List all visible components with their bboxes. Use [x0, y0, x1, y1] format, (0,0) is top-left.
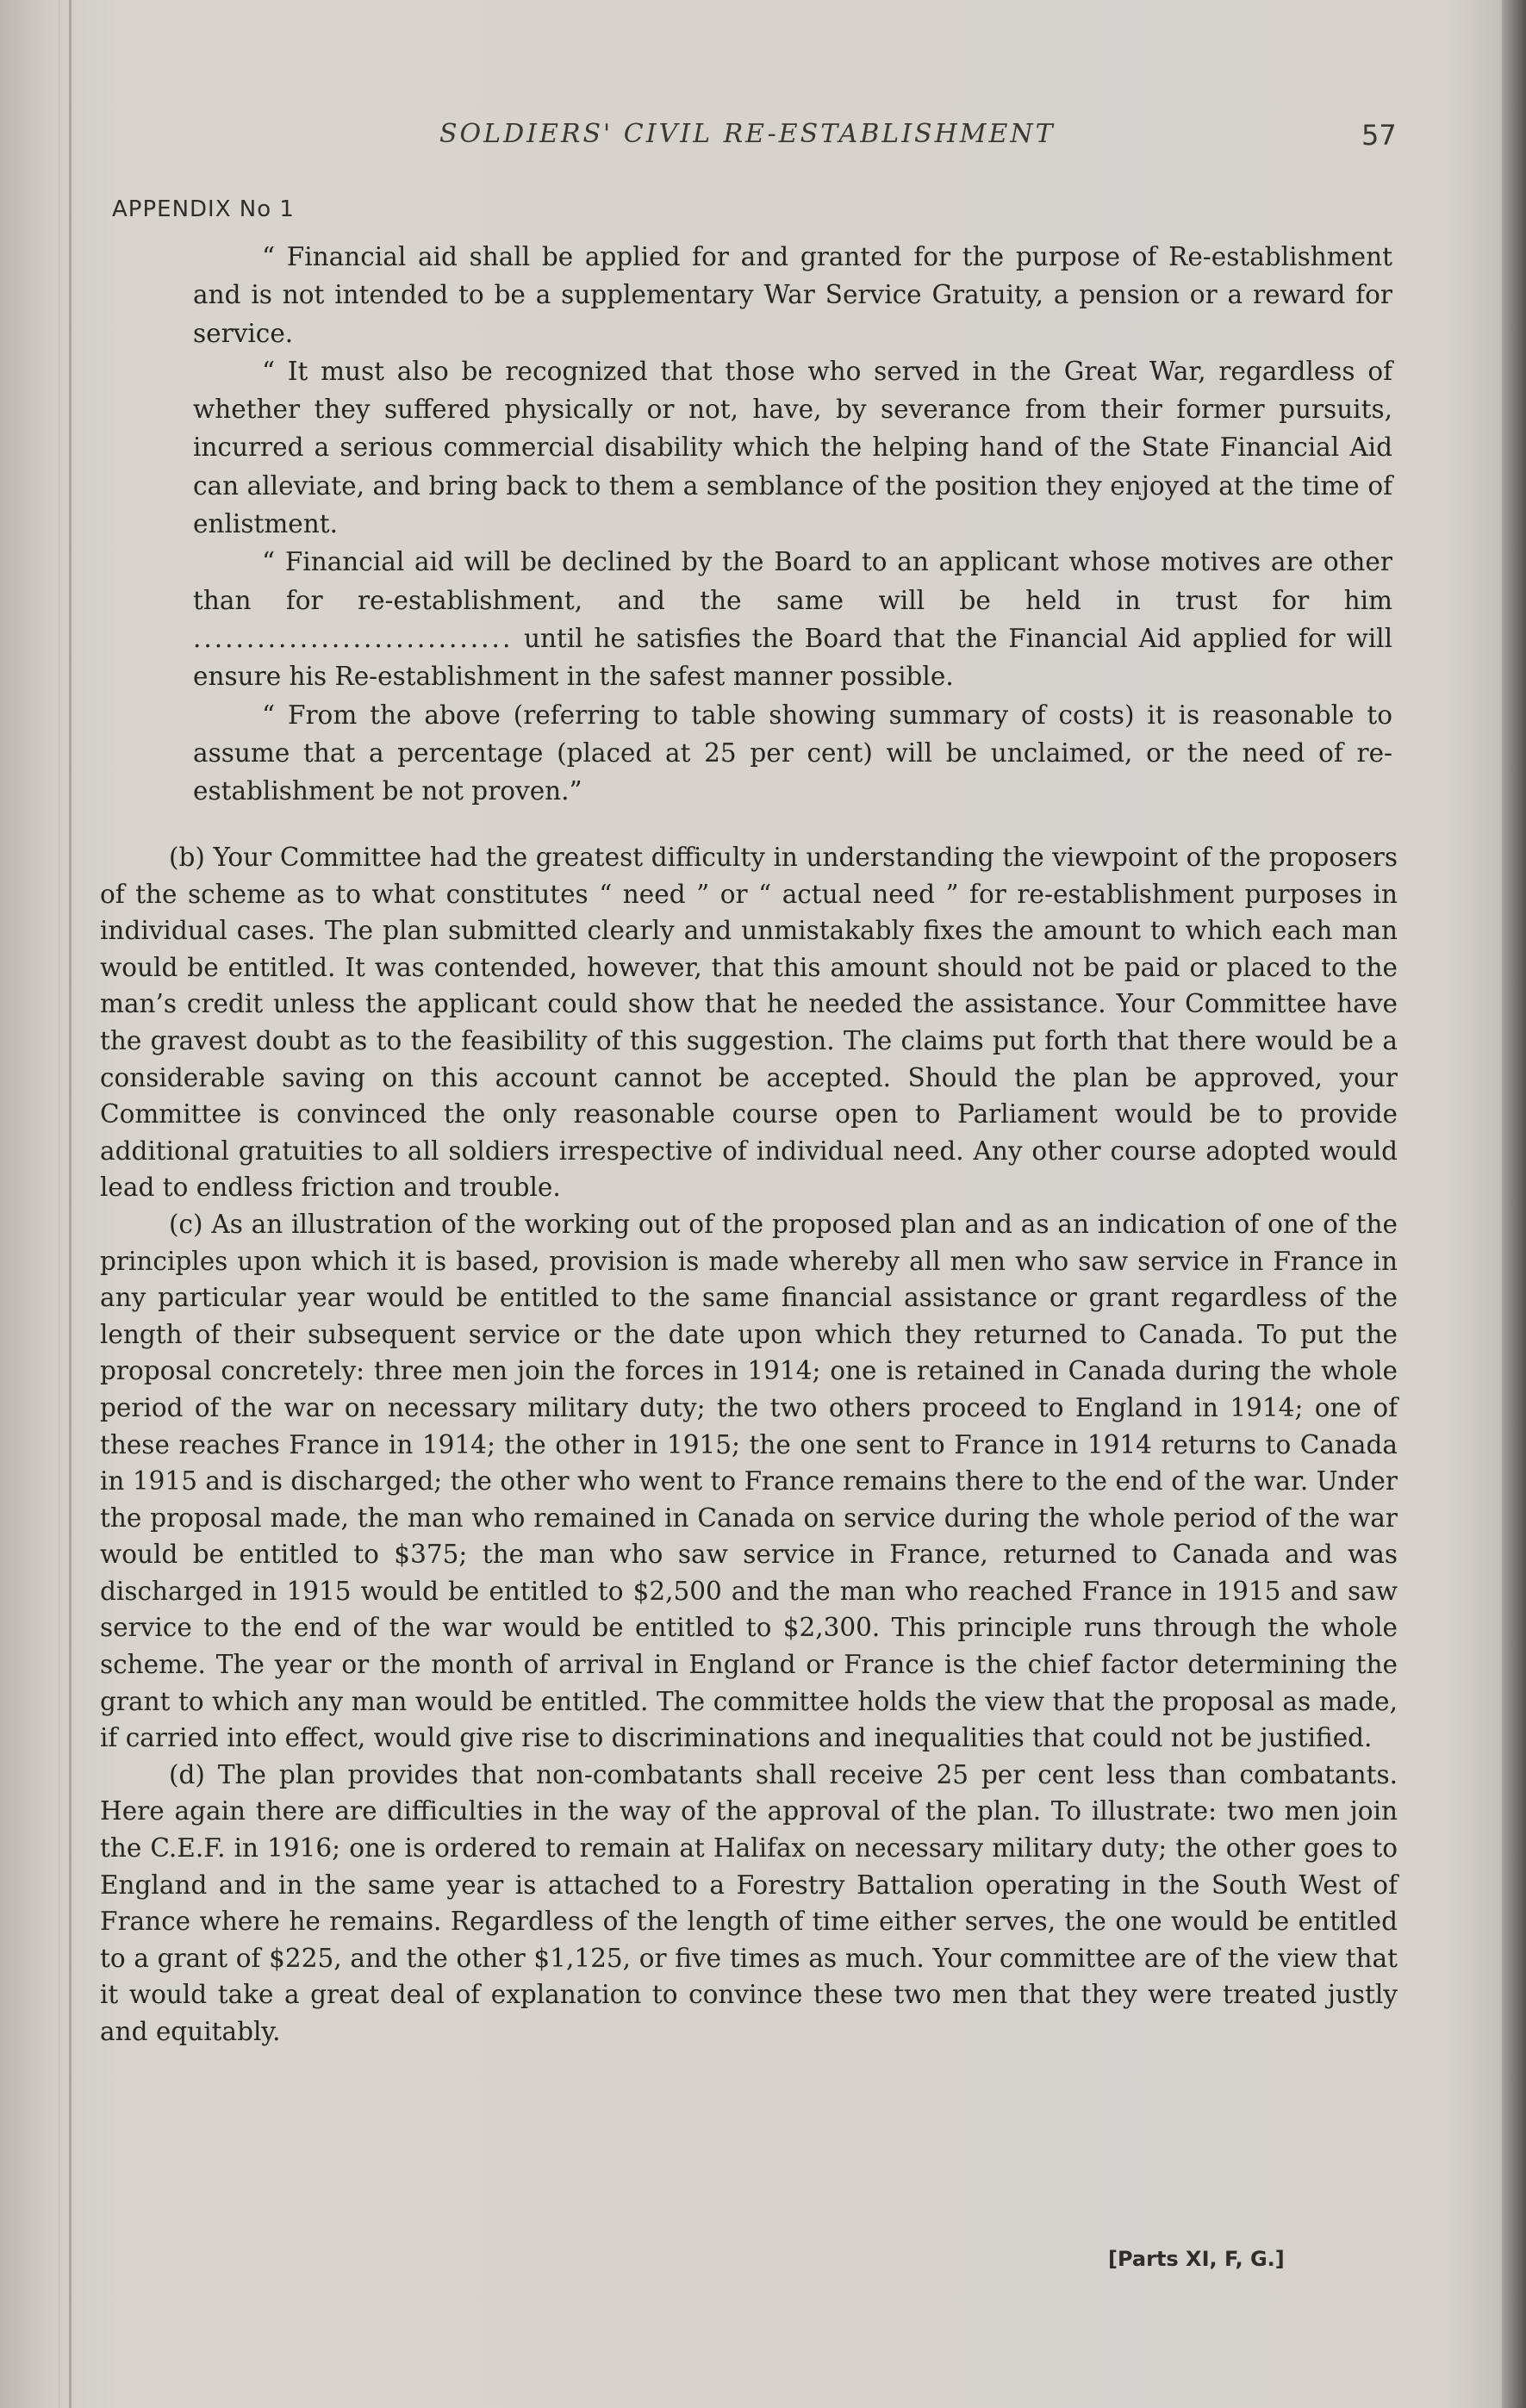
quoted-passage: [193, 238, 1392, 810]
body-text: [100, 839, 1398, 2050]
paragraph-c: (c) As an illustration of the working out of the proposed plan and as an indication of one of the principles upon which it is based, provision is made whereby all men who saw service in France in any particular year would be entitled to the same financial assistance or grant regardless of the length of their subsequent service or the date upon which they returned to Canada. To put the proposal concretely: three men join the forces in 1914; one is retained in Canada during the whole period of the war on necessary military duty; the two others proceed to England in 1914; one of these reaches France in 1914; the other in 1915; the one sent to France in 1914 returns to Canada in 1915 and is discharged; the other who went to France remains there to the end of the war. Under the proposal made, the man who remained in Canada on service during the whole period of the war would be entitled to $375; the man who saw service in France, returned to Canada and was discharged in 1915 would be entitled to $2,500 and the man who reached France in 1915 and saw service to the end of the war would be entitled to $2,300. This principle runs through the whole scheme. The year or the month of arrival in England or France is the chief factor determining the grant to which any man would be entitled. The committee holds the view that the proposal as made, if carried into effect, would give rise to discriminations and inequalities that could not be justified.: [100, 1209, 1398, 1753]
parts-footnote: [Parts XI, F, G.]: [1108, 2247, 1285, 2271]
page-number: 57: [1361, 119, 1397, 152]
page-edge-shadow: [1502, 0, 1526, 2408]
ellipsis-dots: ..............................: [193, 623, 514, 653]
paragraph-d: (d) The plan provides that non-combatants shall receive 25 per cent less than combatants. Here again there are difficulties in the way of the approval of the plan. To illustrate: two men join the C.E.F. in 1916; one is ordered to remain at Halifax on necessary military duty; the other goes to England and in the same year is attached to a Forestry Battalion operating in the South West of France where he remains. Regardless of the length of time either serves, the one would be entitled to a grant of $225, and the other $1,125, or five times as much. Your committee are of the view that it would take a great deal of explanation to convince these two men that they were treated justly and equitably.: [100, 1759, 1398, 2046]
quote-text: “ Financial aid will be declined by the Board to an applicant whose motives are other than for re-establishment, and the same will be held in trust for him: [193, 547, 1392, 615]
quote-paragraph: “ It must also be recognized that those who served in the Great War, regardless of whether they suffered physically or not, have, by severance from their former pursuits, incurred a serious commercial disability which the helping hand of the State Financial Aid can alleviate, and bring back to them a semblance of the position they enjoyed at the time of enlistment.: [193, 356, 1392, 539]
quote-paragraph: [193, 543, 1392, 695]
paragraph-b: (b) Your Committee had the greatest difficulty in understanding the viewpoint of the proposers of the scheme as to what constitutes “ need ” or “ actual need ” for re-establishment purposes in individual cases. The plan submitted clearly and unmistakably fixes the amount to which each man would be entitled. It was contended, however, that this amount should not be paid or placed to the man’s credit unless the applicant could show that he needed the assistance. Your Committee have the gravest doubt as to the feasibility of this suggestion. The claims put forth that there would be a considerable saving on this account cannot be accepted. Should the plan be approved, your Committee is convinced the only reasonable course open to Parliament would be to provide additional gratuities to all soldiers irrespective of individual need. Any other course adopted would lead to endless friction and trouble.: [100, 843, 1398, 1203]
binding-edge: [69, 0, 72, 2408]
appendix-label: APPENDIX No 1: [112, 196, 295, 222]
quote-text: until he satisfies the Board that the Financial Aid applied for will ensure his Re-establishment in the safest manner possible.: [193, 623, 1392, 692]
running-title: SOLDIERS' CIVIL RE-ESTABLISHMENT: [439, 119, 1056, 149]
quote-paragraph: “ Financial aid shall be applied for and granted for the purpose of Re-establishment and is not intended to be a supplementary War Service Gratuity, a pension or a reward for service.: [193, 242, 1392, 348]
quote-paragraph: “ From the above (referring to table showing summary of costs) it is reasonable to assume that a percentage (placed at 25 per cent) will be unclaimed, or the need of re-establishment be not proven.”: [193, 700, 1392, 806]
